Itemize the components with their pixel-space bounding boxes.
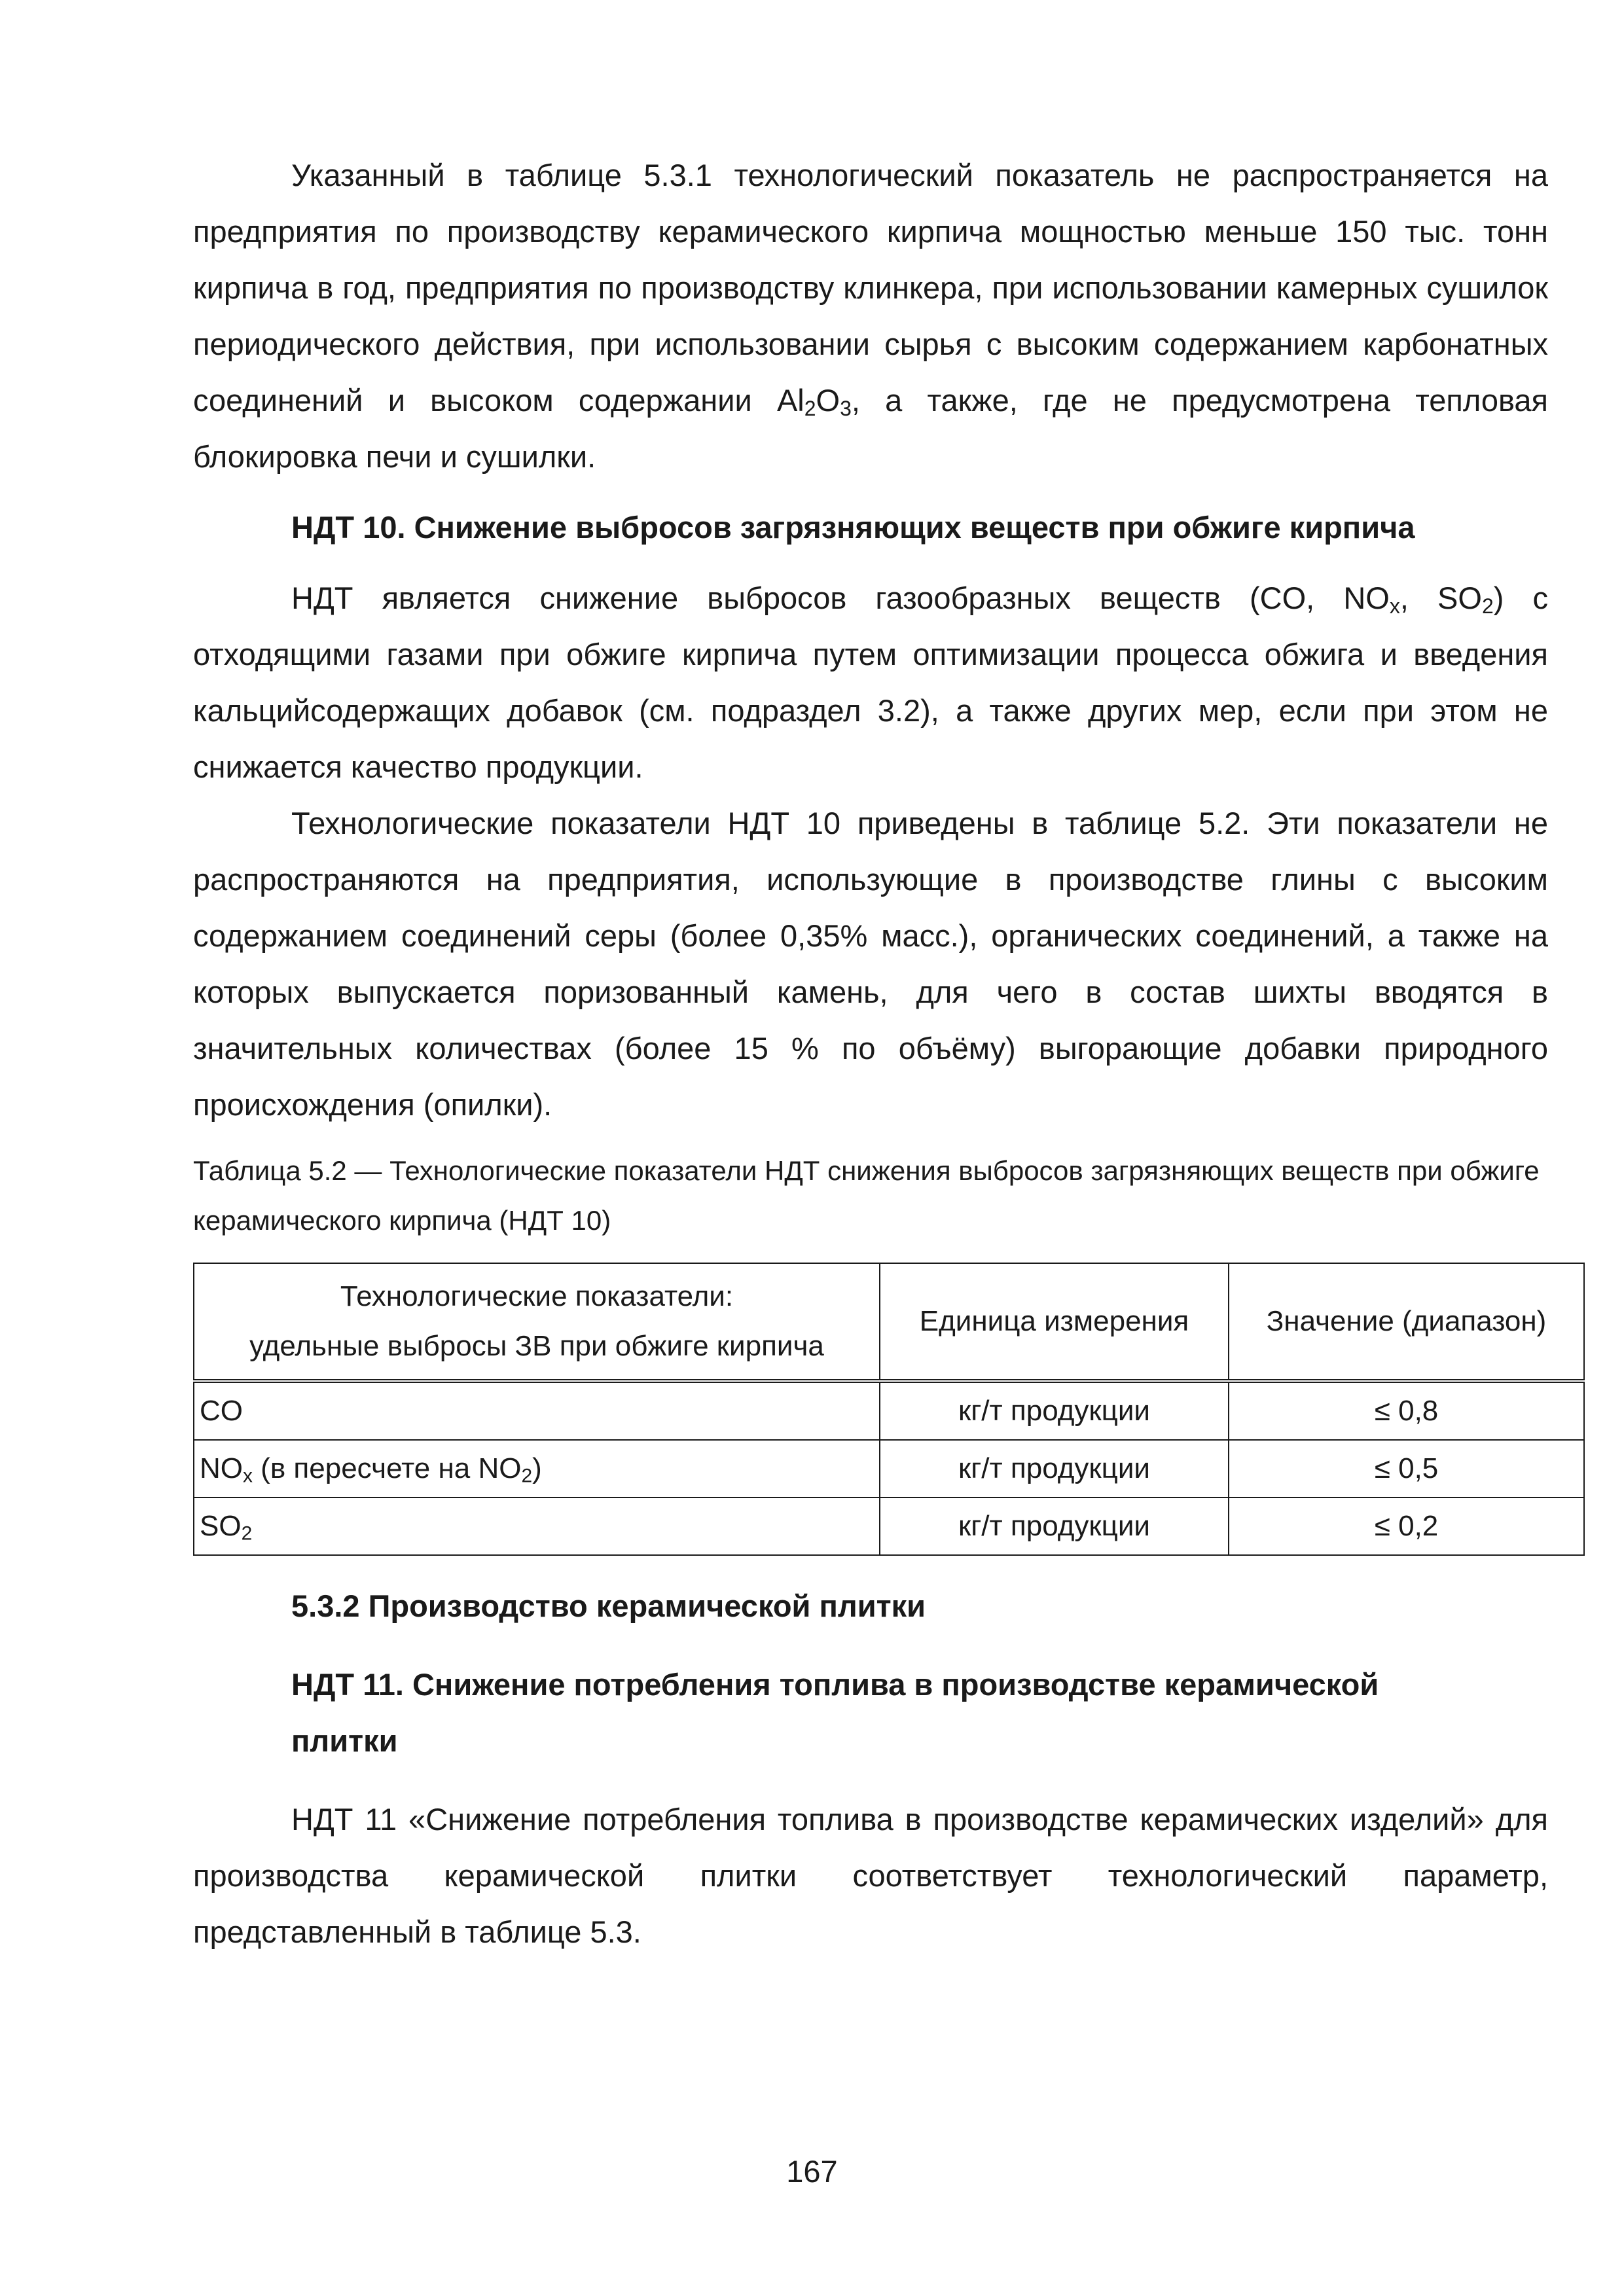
row-name-part: (в пересчете на NO [252,1452,522,1484]
row-name-sub: 2 [521,1465,533,1487]
ndt10-heading: НДТ 10. Снижение выбросов загрязняющих веществ при обжиге кирпича [291,510,1415,545]
ndt10-paragraph-1 [193,570,1548,795]
row-unit: кг/т продукции [880,1440,1229,1498]
row-name [194,1498,880,1555]
ndt10-p1-sub-1: x [1389,594,1400,619]
row-name-sub: 2 [241,1522,253,1545]
page-number: 167 [786,2154,838,2189]
ndt10-p1-text-3: ) с отходящими газами при обжиге кирпича путем оптимизации процесса обжига и введения кальцийсодержащих добавок (см. подраздел 3.2), а также других мер, если при этом не снижается качество продукции. [193,581,1548,784]
ndt11-heading [193,1657,1548,1769]
ndt10-p1-sub-2: 2 [1481,594,1494,619]
row-name: CO [194,1381,880,1440]
ndt10-p1-text-1: НДТ является снижение выбросов газообразных веществ (CO, NO [291,581,1390,615]
ndt10-p1-text-2: , SO [1399,581,1482,615]
intro-text-1: Указанный в таблице 5.3.1 технологический показатель не распространяется на предприятия по производству керамического кирпича мощностью меньше 150 тыс. тонн кирпича в год, предприятия по производству клинкера, при использовании камерных сушилок периодического действия, при использовании сырья с высоким содержанием карбонатных соединений и высоком содержании Al [193,158,1548,418]
intro-paragraph [193,147,1548,485]
ndt11-heading-line-1: НДТ 11. Снижение потребления топлива в производстве керамической [291,1667,1379,1702]
table-caption: Таблица 5.2 — Технологические показатели НДТ снижения выбросов загрязняющих веществ при обжиге керамического кирпича (НДТ 10) [193,1155,1540,1236]
intro-sub-1: 2 [804,397,816,421]
table-row [194,1440,1584,1498]
row-unit: кг/т продукции [880,1381,1229,1440]
table-5-2 [193,1263,1585,1556]
intro-text-2: O [816,383,840,418]
ndt11-paragraph: НДТ 11 «Снижение потребления топлива в производстве керамических изделий» для производства керамической плитки соответствует технологический параметр, представленный в таблице 5.3. [193,1802,1548,1949]
intro-text-3: , а также, где не предусмотрена тепловая блокировка печи и сушилки. [193,383,1548,474]
table-row [194,1381,1584,1440]
row-value: ≤ 0,8 [1229,1381,1584,1440]
header-cell-indicators [194,1263,880,1381]
table-row [194,1498,1584,1555]
ndt11-heading-line-2: плитки [291,1723,398,1758]
table-header-row [194,1263,1584,1381]
row-name-part: ) [532,1452,542,1484]
ndt10-paragraph-2: Технологические показатели НДТ 10 приведены в таблице 5.2. Эти показатели не распространяются на предприятия, использующие в производстве глины с высоким содержанием соединений серы (более 0,35% масс.), органических соединений, а также на которых выпускается поризованный камень, для чего в состав шихты вводятся в значительных количествах (более 15 % по объёму) выгорающие добавки природного происхождения (опилки). [193,806,1548,1122]
header-cell-value: Значение (диапазон) [1229,1263,1584,1381]
row-name-part: NO [200,1452,243,1484]
header-cell-unit: Единица измерения [880,1263,1229,1381]
intro-sub-2: 3 [840,397,852,421]
header-indicators-line-2: удельные выбросы ЗВ при обжиге кирпича [249,1330,824,1362]
row-value: ≤ 0,2 [1229,1498,1584,1555]
row-unit: кг/т продукции [880,1498,1229,1555]
row-value: ≤ 0,5 [1229,1440,1584,1498]
row-name-sub: x [243,1465,253,1487]
row-name [194,1440,880,1498]
row-name-part: SO [200,1510,242,1542]
section-5-3-2-heading: 5.3.2 Производство керамической плитки [291,1588,926,1623]
page-body [193,147,1548,1960]
header-indicators-line-1: Технологические показатели: [340,1280,734,1312]
